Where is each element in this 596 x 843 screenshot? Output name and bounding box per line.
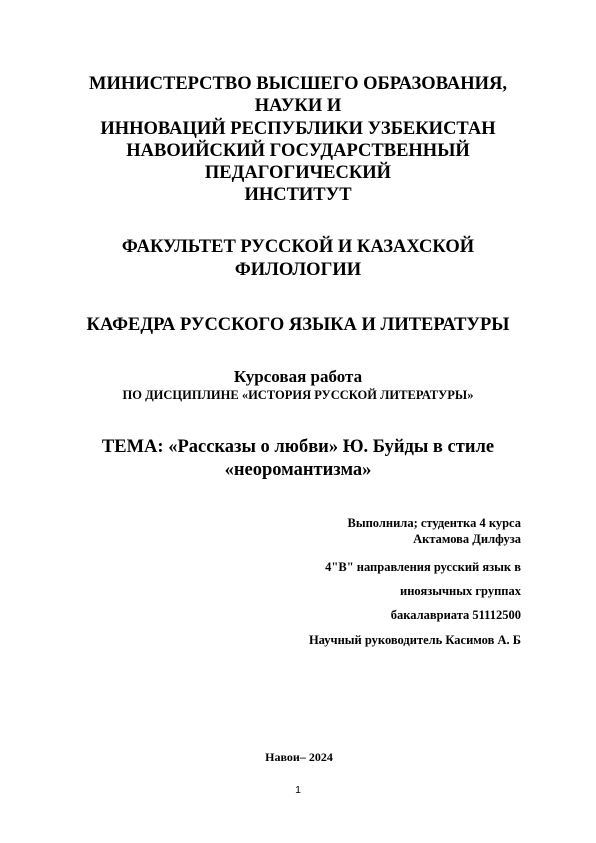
author-status: Выполнила; студентка 4 курса bbox=[347, 516, 521, 530]
ministry-heading bbox=[0, 73, 596, 207]
ministry-line: НАУКИ И bbox=[254, 96, 342, 117]
work-type bbox=[0, 367, 596, 387]
discipline bbox=[0, 388, 596, 403]
department-line: КАФЕДРА РУССКОГО ЯЗЫКА И ЛИТЕРАТУРЫ bbox=[86, 315, 510, 335]
discipline-label: ПО ДИСЦИПЛИНЕ «ИСТОРИЯ РУССКОЙ ЛИТЕРАТУРЫ» bbox=[122, 388, 474, 402]
author-name: Актамова Дилфуза bbox=[413, 532, 521, 546]
supervisor: Научный руководитель Касимов А. Б bbox=[308, 633, 521, 647]
ministry-line: ИННОВАЦИЙ РЕСПУБЛИКИ УЗБЕКИСТАН bbox=[100, 118, 496, 139]
work-type-label: Курсовая работа bbox=[233, 367, 363, 386]
faculty-line: ФИЛОЛОГИИ bbox=[234, 259, 362, 280]
city-year bbox=[0, 749, 596, 765]
direction-line: 4"В" направления русский язык в bbox=[325, 560, 521, 574]
ministry-line: ИНСТИТУТ bbox=[244, 185, 352, 206]
ministry-line: НАВОИЙСКИЙ ГОСУДАРСТВЕННЫЙ bbox=[126, 140, 470, 161]
page-number: 1 bbox=[295, 784, 301, 796]
ministry-line: ПЕДАГОГИЧЕСКИЙ bbox=[204, 163, 392, 184]
faculty-line: ФАКУЛЬТЕТ РУССКОЙ И КАЗАХСКОЙ bbox=[121, 237, 475, 257]
topic-heading bbox=[0, 436, 596, 482]
ministry-line: МИНИСТЕРСТВО ВЫСШЕГО ОБРАЗОВАНИЯ, bbox=[88, 74, 507, 94]
direction-line: бакалавриата 51112500 bbox=[390, 608, 521, 622]
direction-line: иноязычных группах bbox=[400, 584, 521, 598]
city-year-text: Навои– 2024 bbox=[265, 750, 333, 764]
department-heading bbox=[0, 314, 596, 336]
topic-line: «неоромантизма» bbox=[224, 460, 372, 480]
faculty-heading bbox=[0, 236, 596, 281]
topic-line: ТЕМА: «Рассказы о любви» Ю. Буйды в стиле bbox=[101, 437, 495, 457]
